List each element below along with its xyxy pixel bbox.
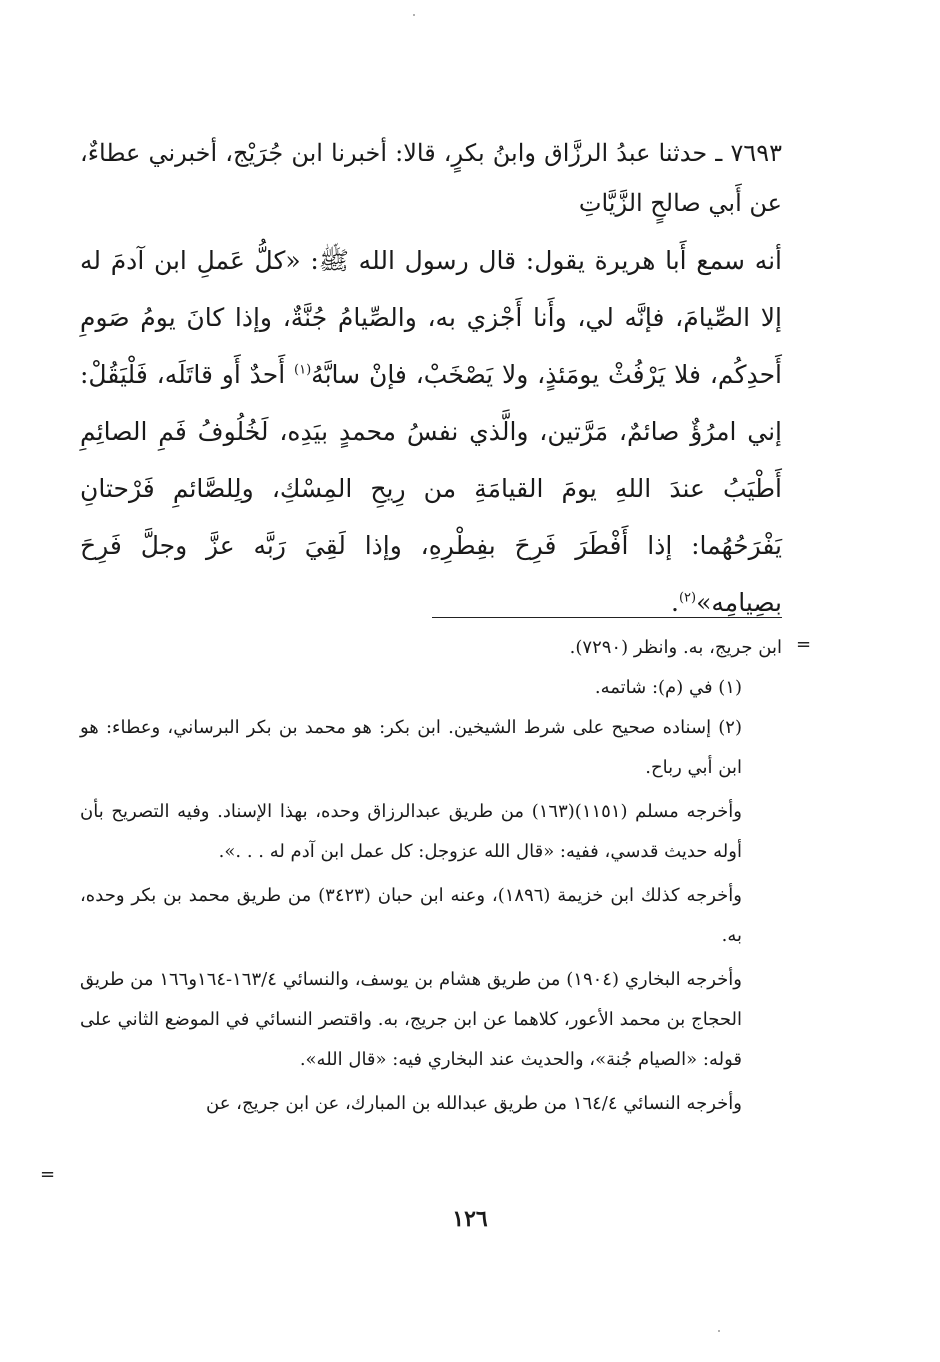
hadith-isnad: ٧٦٩٣ ـ حدثنا عبدُ الرزَّاق وابنُ بكرٍ، قالا: أخبرنا ابن جُرَيْج، أخبرني عطاءٌ، عن أَبي صالحٍ الزَّيَّاتِ [80, 139, 782, 217]
matn-text-part1: أنه سمع أَبا هريرة يقول: قال رسول الله ﷺ: «كلُّ عَملِ ابن آدمَ له إلا الصِّيامَ، فإنَّه لي، وأَنا أَجْزي به، والصِّيامُ جُنَّةٌ، وإذا كانَ يومُ صَومِ أَحدِكُم، فلا يَرْفُثْ يومَئذٍ، ولا يَصْخَبْ، فإنْ سابَّهُ [80, 246, 782, 389]
continued-from-mark: = [796, 634, 812, 655]
footnote-separator [432, 617, 782, 618]
continues-next-mark: = [40, 1164, 56, 1185]
scan-speck [413, 14, 415, 16]
page-number: ١٢٦ [452, 1206, 488, 1232]
footnotes [80, 628, 782, 1124]
footnote-paragraph: وأخرجه كذلك ابن خزيمة (١٨٩٦)، وعنه ابن حبان (٣٤٢٣) من طريق محمد بن بكر وحده، به. [80, 885, 743, 946]
footnote-ref-1[interactable]: (١) [294, 362, 312, 378]
hadith-block [80, 128, 782, 631]
footnote-paragraph: وأخرجه مسلم (١١٥١)(١٦٣) من طريق عبدالرزاق وحده، بهذا الإسناد. وفيه التصريح بأن أوله حديث قدسي، ففيه: «قال الله عزوجل: كل عمل ابن آدم له . . .». [80, 801, 742, 862]
footnote-1: (١) في (م): شاتمه. [594, 677, 742, 698]
scan-speck [718, 1330, 720, 1332]
hadith-matn [80, 232, 782, 631]
footnote-paragraph: وأخرجه النسائي ١٦٤/٤ من طريق عبدالله بن المبارك، عن ابن جريج، عن [206, 1093, 742, 1114]
matn-end: . [671, 588, 679, 617]
footnote-ref-2[interactable]: (٢) [678, 590, 697, 606]
footnote-paragraph: وأخرجه البخاري (١٩٠٤) من طريق هشام بن يوسف، والنسائي ١٦٣/٤-١٦٤و١٦٦ من طريق الحجاج بن محمد الأعور، كلاهما عن ابن جريج، به. واقتصر النسائي في الموضع الثاني على قوله: «الصيام جُنة»، والحديث عند البخاري فيه: «قال الله». [80, 969, 742, 1070]
matn-text-part2: أَحدٌ أَو قاتَلَه، فَلْيَقُلْ: إني امرُؤٌ صائمٌ، مَرَّتين، والَّذي نفسُ محمدٍ بيَدِه، لَخُلُوفُ فَمِ الصائِمِ أَطْيَبُ عندَ اللهِ يومَ القيامَةِ من رِيحِ المِسْكِ، ولِلصَّائمِ فَرْحتانِ يَفْرَحُهُما: إذا أَفْطَرَ فَرِحَ بفِطْرِهِ، وإذا لَقِيَ رَبَّه عزَّ وجلَّ فَرِحَ بصِيامِه» [80, 360, 782, 617]
footnote-2: (٢) إسناده صحيح على شرط الشيخين. ابن بكر: هو محمد بن بكر البرساني، وعطاء: هو ابن أبي رباح. [80, 717, 742, 778]
footnote-continuation: ابن جريج، به. وانظر (٧٢٩٠). [569, 637, 782, 658]
